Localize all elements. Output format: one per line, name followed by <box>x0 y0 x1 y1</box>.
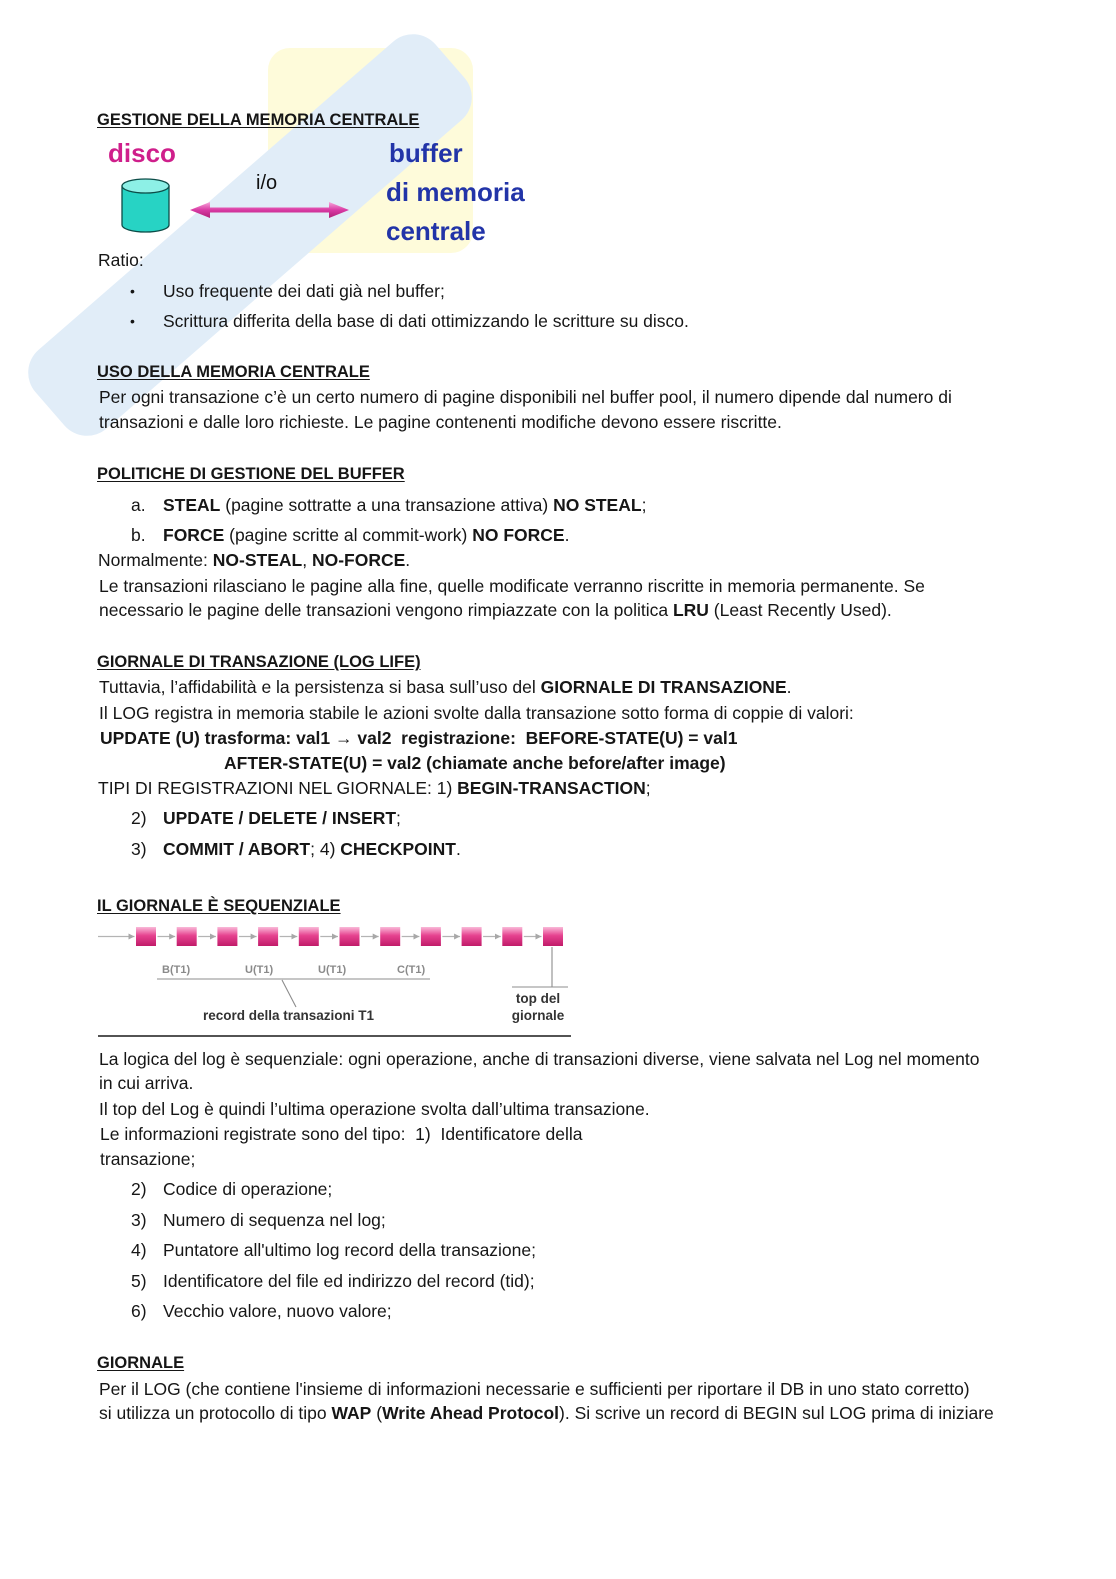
text-segment: . <box>786 677 792 697</box>
disk-label: disco <box>108 138 176 168</box>
log-records <box>98 927 563 946</box>
text-segment: ; <box>396 808 401 828</box>
policy-desc: (pagine sottratte a una transazione attiva) <box>220 495 554 515</box>
after-state-line: AFTER-STATE(U) = val2 (chiamate anche before/after image) <box>224 753 726 773</box>
list-item: Numero di sequenza nel log; <box>163 1210 386 1230</box>
top-label-line-1: top del <box>515 991 561 1006</box>
text-segment: TIPI DI REGISTRAZIONI NEL GIORNALE: 1) <box>98 778 458 798</box>
policy-term: STEAL <box>163 495 221 515</box>
text-segment: necessario le pagine delle transazioni vengono rimpiazzate con la politica <box>99 600 673 620</box>
log-record <box>258 927 278 946</box>
paragraph-line: Le transazioni rilasciano le pagine alla fine, quelle modificate verranno riscritte in memoria permanente. Se <box>99 576 925 596</box>
update-formula-line: UPDATE (U) trasforma: val1 → val2 registrazione: BEFORE-STATE(U) = val1 <box>100 728 738 748</box>
bold-term: BEGIN-TRANSACTION <box>457 778 646 798</box>
normal-sep: , <box>302 550 312 570</box>
group-label: record della transazioni T1 <box>203 1008 375 1023</box>
buffer-label-line-1: buffer <box>389 138 463 168</box>
text-segment: ( <box>371 1403 383 1423</box>
bold-term: UPDATE / DELETE / INSERT <box>163 808 397 828</box>
log-record <box>136 927 156 946</box>
buffer-label-line-3: centrale <box>386 216 486 246</box>
normal-label: Normalmente: <box>98 550 213 570</box>
record-label-update: U(T1) <box>245 964 274 976</box>
paragraph-line: in cui arriva. <box>99 1073 194 1093</box>
record-label-update: U(T1) <box>318 964 347 976</box>
text-segment: ; 4) <box>310 839 341 859</box>
log-type-item <box>163 808 401 828</box>
double-arrow-icon <box>190 202 349 218</box>
log-types-line <box>98 778 651 798</box>
disk-buffer-diagram <box>100 170 360 240</box>
paragraph-line: Il LOG registra in memoria stabile le azioni svolte dalla transazione sotto forma di coppie di valori: <box>99 703 854 723</box>
policy-item-steal <box>163 495 646 515</box>
log-record <box>217 927 237 946</box>
sequential-log-diagram <box>95 918 575 1040</box>
list-marker: 6) <box>131 1301 147 1321</box>
heading-log: GIORNALE <box>97 1354 185 1372</box>
log-record <box>462 927 482 946</box>
policy-term: FORCE <box>163 525 225 545</box>
log-record <box>340 927 360 946</box>
list-marker: 3) <box>131 839 147 859</box>
record-label-commit: C(T1) <box>397 964 426 976</box>
normal-value-1: NO-STEAL <box>212 550 303 570</box>
list-marker: 4) <box>131 1240 147 1260</box>
top-label-line-2: giornale <box>511 1008 565 1023</box>
paragraph-line: La logica del log è sequenziale: ogni operazione, anche di transazioni diverse, viene salvata nel Log nel momento <box>99 1049 980 1069</box>
ratio-label: Ratio: <box>98 250 144 270</box>
policy-end: ; <box>641 495 647 515</box>
text-segment: ; <box>645 778 651 798</box>
list-marker: 2) <box>131 1179 147 1199</box>
text-segment: si utilizza un protocollo di tipo <box>99 1403 332 1423</box>
text-segment: . <box>455 839 461 859</box>
list-item: Puntatore all'ultimo log record della transazione; <box>163 1240 536 1260</box>
log-record <box>421 927 441 946</box>
list-item: Vecchio valore, nuovo valore; <box>163 1301 392 1321</box>
heading-sequential-log: IL GIORNALE È SEQUENZIALE <box>97 897 341 915</box>
list-marker: 3) <box>131 1210 147 1230</box>
buffer-label-line-2: di memoria <box>386 177 525 207</box>
bold-term: Write Ahead Protocol <box>382 1403 560 1423</box>
record-label-begin: B(T1) <box>162 964 191 976</box>
paragraph-line <box>99 1403 994 1423</box>
text-segment: ). Si scrive un record di BEGIN sul LOG prima di iniziare <box>559 1403 994 1423</box>
paragraph-line: Per il LOG (che contiene l'insieme di informazioni necessarie e sufficienti per riportare il DB in uno stato corretto) <box>99 1379 970 1399</box>
bullet-item: Uso frequente dei dati già nel buffer; <box>163 281 445 301</box>
list-marker: a. <box>131 495 146 515</box>
heading-transaction-log: GIORNALE DI TRANSAZIONE (LOG LIFE) <box>97 653 421 671</box>
paragraph-line: transazione; <box>100 1149 196 1169</box>
list-item: Identificatore del file ed indirizzo del record (tid); <box>163 1271 535 1291</box>
paragraph-line: Le informazioni registrate sono del tipo: 1) Identificatore della <box>100 1124 583 1144</box>
bold-term: COMMIT / ABORT <box>163 839 311 859</box>
policy-item-force <box>163 525 569 545</box>
policy-alt: NO FORCE <box>472 525 565 545</box>
log-record <box>502 927 522 946</box>
log-record <box>380 927 400 946</box>
bold-term: CHECKPOINT <box>340 839 456 859</box>
normal-value-2: NO-FORCE <box>311 550 406 570</box>
io-label: i/o <box>256 172 278 194</box>
text-segment: (Least Recently Used). <box>708 600 892 620</box>
log-record <box>299 927 319 946</box>
bold-term: GIORNALE DI TRANSAZIONE <box>540 677 787 697</box>
disk-cylinder-icon <box>122 179 169 232</box>
list-marker: b. <box>131 525 146 545</box>
paragraph-line: transazioni e dalle loro richieste. Le pagine contenenti modifiche devono essere riscritte. <box>99 412 782 432</box>
policy-end: . <box>564 525 570 545</box>
lru-term: LRU <box>672 600 709 620</box>
list-marker: 5) <box>131 1271 147 1291</box>
normal-policy-line <box>98 550 410 570</box>
paragraph-line <box>99 600 892 620</box>
list-marker: 2) <box>131 808 147 828</box>
cylinder-top <box>122 179 169 193</box>
paragraph-line <box>99 677 792 697</box>
paragraph-line: Il top del Log è quindi l’ultima operazione svolta dall’ultima transazione. <box>99 1099 650 1119</box>
policy-desc: (pagine scritte al commit-work) <box>224 525 473 545</box>
normal-end: . <box>405 550 411 570</box>
bold-term: WAP <box>331 1403 372 1423</box>
bullet-marker: • <box>130 313 135 329</box>
log-record <box>177 927 197 946</box>
log-record <box>543 927 563 946</box>
paragraph-line: Per ogni transazione c’è un certo numero di pagine disponibili nel buffer pool, il numero dipende dal numero di <box>99 387 952 407</box>
heading-memory-management: GESTIONE DELLA MEMORIA CENTRALE <box>97 111 420 129</box>
heading-memory-usage: USO DELLA MEMORIA CENTRALE <box>97 363 370 381</box>
text-segment: Tuttavia, l’affidabilità e la persistenza si basa sull’uso del <box>99 677 541 697</box>
log-type-item <box>163 839 461 859</box>
group-pointer-line <box>282 980 296 1007</box>
heading-buffer-policies: POLITICHE DI GESTIONE DEL BUFFER <box>97 465 405 483</box>
bullet-marker: • <box>130 283 135 299</box>
bullet-item: Scrittura differita della base di dati ottimizzando le scritture su disco. <box>163 311 689 331</box>
list-item: Codice di operazione; <box>163 1179 333 1199</box>
policy-alt: NO STEAL <box>553 495 642 515</box>
